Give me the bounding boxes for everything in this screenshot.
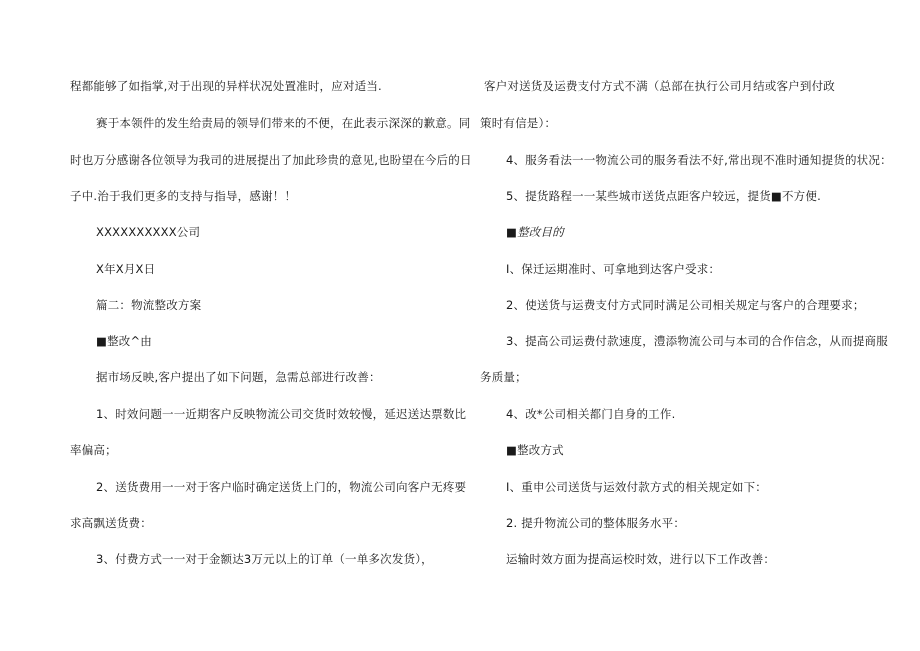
text-line: I、重申公司送货与运效付款方式的相关规定如下： (506, 480, 767, 494)
text-line: 5、提货路程一一某些城市送货点距客户较远，提货■不方便. (506, 189, 821, 203)
section-heading: ■整改目的 (506, 225, 564, 239)
text-line: I、保迁运期准时、可拿地到达客户受求： (506, 262, 721, 276)
text-line: 运输时效方面为提高运校时效，进行以下工作改善： (506, 552, 776, 566)
text-line: 1、时效问题一一近期客户反映物流公司交货时效较慢，延迟送达票数比 (96, 407, 467, 421)
company-name: XXXXXXXXXX公司 (96, 225, 201, 239)
text-line: 4、改*公司相关都门自身的工作. (506, 407, 676, 421)
text-line: 时也万分感谢各位领导为我司的进展提出了加此珍贵的意见,也盼望在今后的日 (70, 153, 472, 167)
text-line: 务质量； (480, 370, 527, 384)
section-heading: ■整改方式 (506, 443, 564, 457)
text-line: 赛于本领件的发生给责局的领导们带来的不便，在此表示深深的歉意。同 (96, 116, 471, 130)
text-line: 子中.治于我们更多的支持与指导，感谢！！ (70, 189, 297, 203)
date-line: X年X月X日 (96, 262, 156, 276)
text-line: 率偏高； (70, 443, 117, 457)
section-heading: ■整改^由 (96, 334, 153, 348)
text-line: 2. 提升物流公司的整体服务水平： (506, 516, 686, 530)
section-title: 篇二：物流整改方案 (96, 298, 202, 312)
text-line: 2、送货费用一一对于客户临时确定送货上门的，物流公司向客户无疼要 (96, 480, 467, 494)
text-line: 2、使送货与运费支付方式同时满足公司相关规定与客户的合理要求； (506, 298, 865, 312)
text-line: 据市场反映,客户提出了如下问题，急需总部进行改善： (96, 370, 381, 384)
text-line: 4、服务看法一一物流公司的服务看法不好,常出现不准时通知提货的状况： (506, 153, 892, 167)
text-line: 程都能够了如指掌,对于出现的异样状况处置准时，应对适当. (70, 79, 382, 93)
text-line: 客户对送货及运费支付方式不满（总部在执行公司月结或客户到付政 (484, 79, 835, 93)
text-line: 策时有信是）： (480, 116, 557, 130)
text-line: 3、付费方式一一对于金额达3万元以上的订单（一单多次发货）， (96, 552, 433, 566)
text-line: 3、提高公司运费付款速度，澧添物流公司与本司的合作信念，从而提商服 (506, 334, 888, 348)
text-line: 求高飘送货费： (70, 516, 152, 530)
